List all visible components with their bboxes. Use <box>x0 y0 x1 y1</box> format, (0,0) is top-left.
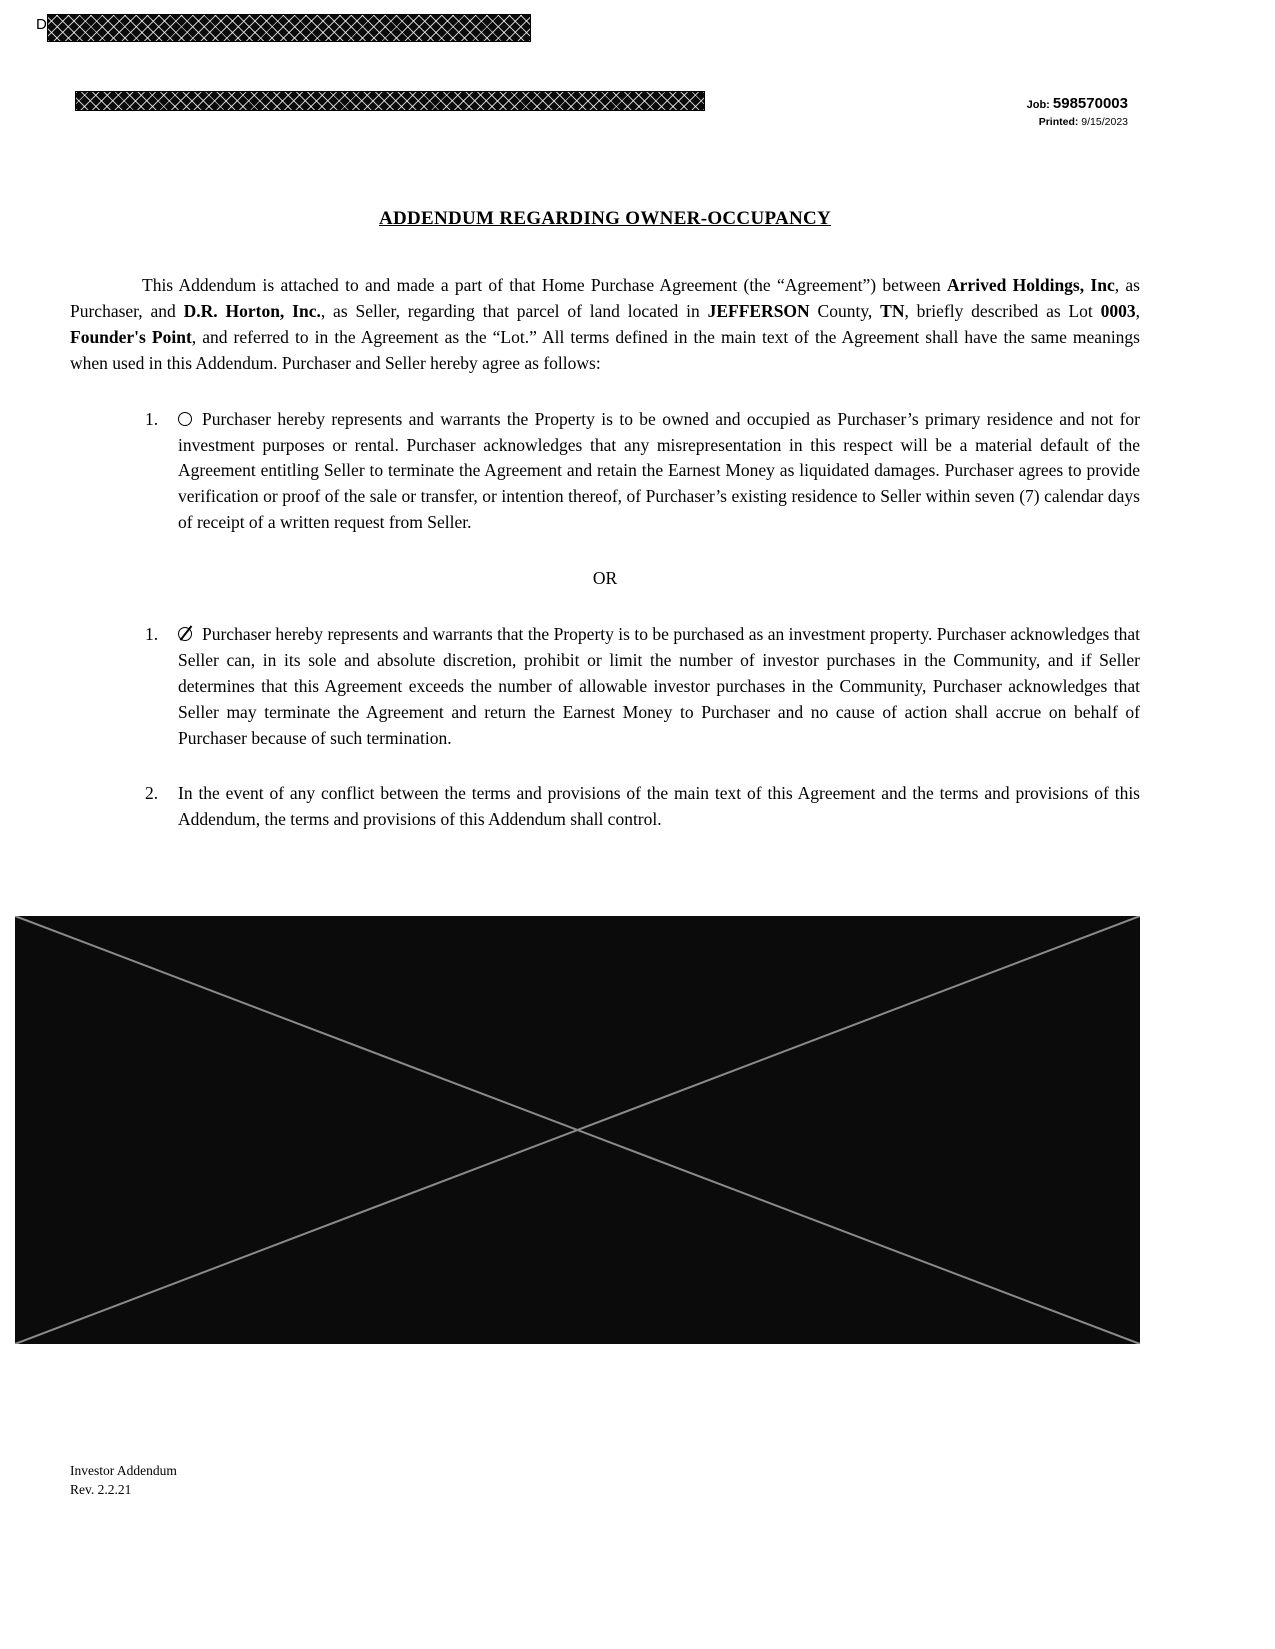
or-separator: OR <box>592 568 618 589</box>
clause-number: 2. <box>145 783 159 804</box>
job-line <box>1027 95 1128 114</box>
document-footer <box>70 1462 177 1500</box>
lot-number: 0003 <box>1100 301 1136 321</box>
intro-segment: , briefly described as Lot <box>904 301 1101 321</box>
intro-segment: This Addendum is attached to and made a part of that Home Purchase Agreement (the “Agreement”) between <box>142 275 948 296</box>
intro-segment: , and referred to in the Agreement as the “Lot.” All terms defined in the main text of the Agreement shall have the same meanings when used in this Addendum. Purchaser and Seller hereby agree as follows: <box>70 326 1140 373</box>
job-label: Job: <box>1026 99 1050 111</box>
clause-number: 1. <box>145 624 159 645</box>
intro-segment: , as Purchaser, and <box>70 275 1140 321</box>
community-name: Founder's Point <box>70 326 192 347</box>
clause-text-wrap <box>178 622 1140 751</box>
redaction-bar-second <box>76 92 704 110</box>
investment-selected-circle-icon <box>178 627 192 641</box>
intro-segment: County, <box>809 301 881 321</box>
seller-name: D.R. Horton, Inc. <box>183 301 321 321</box>
owner-occupancy-circle-icon <box>178 412 192 426</box>
redaction-bar-top <box>48 15 530 41</box>
intro-segment: , as Seller, regarding that parcel of land located in <box>320 301 708 321</box>
job-number: 598570003 <box>1052 95 1128 112</box>
printed-line <box>1027 116 1128 129</box>
purchaser-name: Arrived Holdings, Inc <box>947 275 1115 296</box>
clause-text: Purchaser hereby represents and warrants the Property is to be owned and occupied as Purchaser’s primary residence and not for investment purposes or rental. Purchaser acknowledges that any misrepresentation in this respect will be a material default of the Agreement entitling Seller to terminate the Agreement and retain the Earnest Money as liquidated damages. Purchaser agrees to provide verification or proof of the sale or transfer, or intention thereof, of Purchaser’s existing residence to Seller within seven (7) calendar days of receipt of a written request from Seller. <box>178 408 1140 533</box>
footer-revision: Rev. 2.2.21 <box>70 1481 132 1497</box>
clause-text: In the event of any conflict between the terms and provisions of the main text of this Agreement and the terms and provisions of this Addendum, the terms and provisions of this Addendum shall control. <box>178 783 1140 830</box>
redaction-x-lines <box>15 916 1140 1344</box>
clause-investment <box>145 622 1140 751</box>
printed-date: 9/15/2023 <box>1081 115 1128 128</box>
clause-occupancy <box>145 407 1140 536</box>
clause-list <box>70 407 1140 834</box>
redaction-signature-block <box>15 916 1140 1344</box>
intro-paragraph <box>70 273 1140 377</box>
clause-text: Purchaser hereby represents and warrants that the Property is to be purchased as an investment property. Purchaser acknowledges that Seller can, in its sole and absolute discretion, prohibit or limit the number of investor purchases in the Community, and if Seller determines that this Agreement exceeds the number of allowable investor purchases in the Community, Purchaser acknowledges that Seller may terminate the Agreement and return the Earnest Money to Purchaser and no cause of action shall accrue on behalf of Purchaser because of such termination. <box>178 624 1140 748</box>
clause-text-wrap <box>178 407 1140 536</box>
document-title: ADDENDUM REGARDING OWNER-OCCUPANCY <box>378 208 832 229</box>
county-name: JEFFERSON <box>707 301 810 321</box>
footer-doc-name: Investor Addendum <box>70 1463 177 1478</box>
intro-segment: , <box>1135 301 1141 321</box>
clause-number: 1. <box>145 408 159 429</box>
clause-text-wrap <box>178 781 1140 833</box>
clause-conflict <box>145 781 1140 833</box>
job-info-block <box>1027 95 1128 129</box>
stray-character: D <box>36 16 47 33</box>
printed-label: Printed: <box>1038 115 1079 128</box>
state-abbr: TN <box>880 301 905 321</box>
